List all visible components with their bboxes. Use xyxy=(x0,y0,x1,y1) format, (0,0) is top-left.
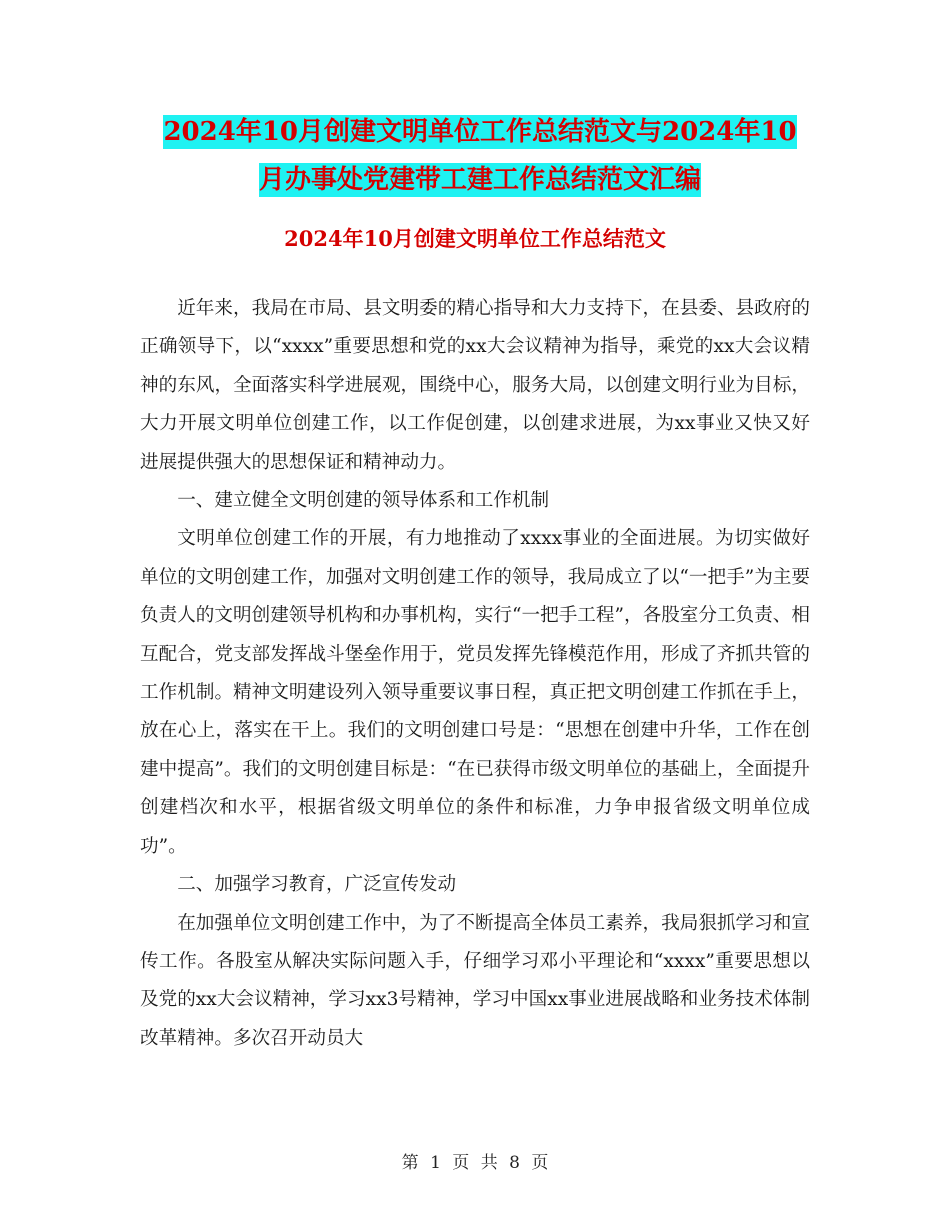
document-title-line2: 月办事处党建带工建工作总结范文汇编 xyxy=(258,165,701,195)
section-title: 2024年10月创建文明单位工作总结范文 xyxy=(284,226,666,251)
paragraph-two: 在加强单位文明创建工作中，为了不断提高全体员工素养，我局狠抓学习和宣传工作。各股室从解决实际问题入手，仔细学习邓小平理论和“xxxx”重要思想以及党的xx大会议精神，学习xx3号精神，学习中国xx事业进展战略和业务技术体制改革精神。多次召开动员大 xyxy=(140,912,810,1049)
document-title-line1: 2024年10月创建文明单位工作总结范文与2024年10 xyxy=(163,117,797,147)
page-number-footer: 第 1 页 共 8 页 xyxy=(401,1153,549,1173)
document-body xyxy=(140,290,810,1058)
paragraph-one: 文明单位创建工作的开展，有力地推动了xxxx事业的全面进展。为切实做好单位的文明创建工作，加强对文明创建工作的领导，我局成立了以“一把手”为主要负责人的文明创建领导机构和办事机构，实行“一把手工程”，各股室分工负责、相互配合，党支部发挥战斗堡垒作用于，党员发挥先锋模范作用，形成了齐抓共管的工作机制。精神文明建设列入领导重要议事日程，真正把文明创建工作抓在手上，放在心上，落实在干上。我们的文明创建口号是：“思想在创建中升华，工作在创建中提高”。我们的文明创建目标是：“在已获得市级文明单位的基础上，全面提升创建档次和水平，根据省级文明单位的条件和标准，力争申报省级文明单位成功”。 xyxy=(140,528,810,857)
document-title xyxy=(140,108,820,204)
heading-two: 二、加强学习教育，广泛宣传发动 xyxy=(177,874,457,896)
paragraph-intro: 近年来，我局在市局、县文明委的精心指导和大力支持下，在县委、县政府的正确领导下，以“xxxx”重要思想和党的xx大会议精神为指导，乘党的xx大会议精神的东风，全面落实科学进展观，围绕中心，服务大局，以创建文明行业为目标，大力开展文明单位创建工作，以工作促创建，以创建求进展，为xx事业又快又好进展提供强大的思想保证和精神动力。 xyxy=(140,298,810,473)
heading-one: 一、建立健全文明创建的领导体系和工作机制 xyxy=(177,490,550,512)
